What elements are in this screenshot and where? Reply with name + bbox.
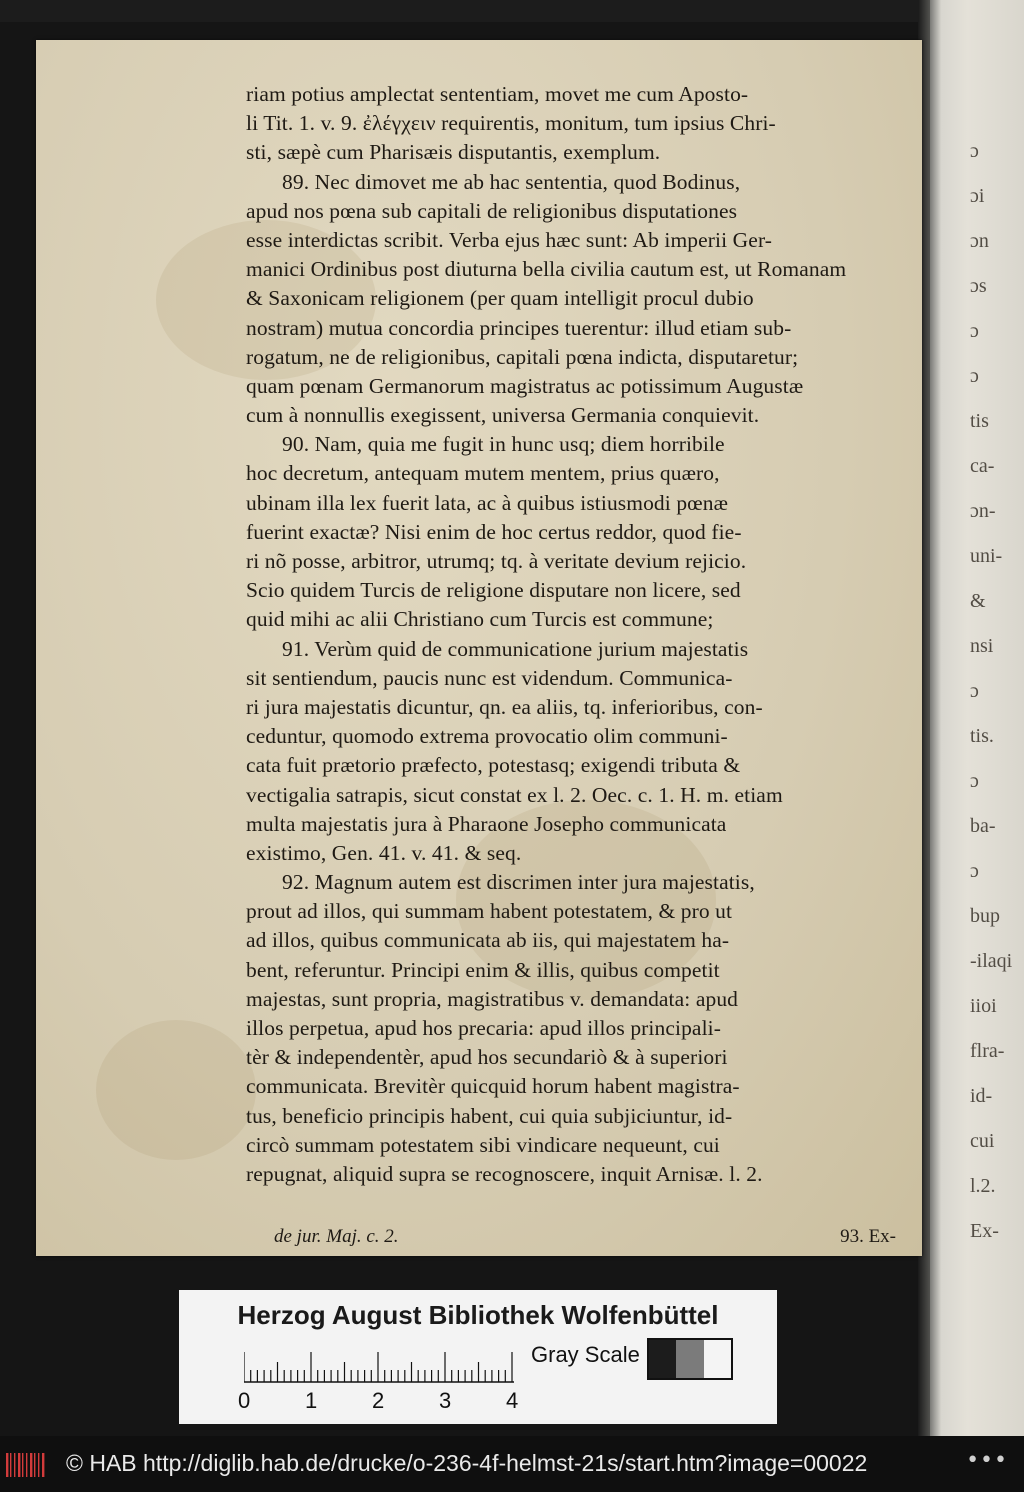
page-catchwords bbox=[246, 1226, 896, 1254]
text-line: vectigalia satrapis, sicut constat ex l. 2. Oec. c. 1. H. m. etiam bbox=[246, 782, 783, 807]
text-line: 91. Verùm quid de communicatione jurium majestatis bbox=[282, 636, 749, 661]
facing-page-fragment: bup bbox=[970, 905, 1000, 927]
ruler-scale bbox=[244, 1348, 564, 1384]
text-line: nostram) mutua concordia principes tuerentur: illud etiam sub- bbox=[246, 315, 792, 340]
facing-page-fragment: uni- bbox=[970, 545, 1003, 567]
text-line: bent, referuntur. Principi enim & illis, quibus competit bbox=[246, 957, 720, 982]
text-line: tèr & independentèr, apud hos secundariò & à superiori bbox=[246, 1045, 728, 1070]
facing-page-fragment: & bbox=[970, 590, 986, 612]
facing-page-fragment: iioi bbox=[970, 995, 997, 1017]
facing-page-fragment: Ex- bbox=[970, 1220, 999, 1242]
gray-swatch bbox=[676, 1340, 703, 1378]
text-line: ri jura majestatis dicuntur, qn. ea aliis, tq. inferioribus, con- bbox=[246, 694, 763, 719]
ruler-number: 0 bbox=[238, 1388, 251, 1413]
text-line: communicata. Brevitèr quicquid horum habent magistra- bbox=[246, 1074, 740, 1099]
page-stain bbox=[96, 1020, 256, 1160]
facing-page-fragment: cui bbox=[970, 1130, 995, 1152]
facing-page-fragment: tis. bbox=[970, 725, 994, 747]
text-line: quam pœnam Germanorum magistratus ac potissimum Augustæ bbox=[246, 373, 804, 398]
facing-page-fragment: ɔ bbox=[970, 140, 979, 162]
text-line: esse interdictas scribit. Verba ejus hæc sunt: Ab imperii Ger- bbox=[246, 227, 773, 252]
text-line: riam potius amplectat sententiam, movet me cum Aposto- bbox=[246, 82, 749, 106]
text-line: sti, sæpè cum Pharisæis disputantis, exemplum. bbox=[246, 140, 661, 165]
facing-page-fragment: ɔn- bbox=[970, 500, 996, 522]
facing-page-fragment: l.2. bbox=[970, 1175, 996, 1197]
text-line: rogatum, ne de religionibus, capitali pœna indicta, disputaretur; bbox=[246, 344, 799, 369]
more-menu-icon[interactable]: ••• bbox=[966, 1448, 1008, 1473]
text-line: Scio quidem Turcis de religione disputare non licere, sed bbox=[246, 578, 741, 603]
text-line: hoc decretum, antequam mutem mentem, prius quæro, bbox=[246, 461, 720, 486]
text-line: cata fuit prætorio præfecto, potestasq; exigendi tributa & bbox=[246, 753, 741, 778]
logo-bar bbox=[6, 1453, 8, 1477]
facing-page-fragment: ɔ bbox=[970, 770, 979, 792]
logo-bar bbox=[18, 1453, 20, 1477]
text-line: li Tit. 1. v. 9. ἐλέγχειν requirentis, monitum, tum ipsius Chri- bbox=[246, 111, 776, 136]
color-calibration-card bbox=[179, 1290, 777, 1424]
text-line: circò summam potestatem sibi vindicare nequeunt, cui bbox=[246, 1132, 720, 1157]
top-edge bbox=[0, 0, 1024, 22]
ruler-number: 2 bbox=[372, 1388, 385, 1413]
logo-bar bbox=[14, 1453, 15, 1477]
logo-bar bbox=[22, 1453, 23, 1477]
logo-bar bbox=[30, 1453, 32, 1477]
facing-page-fragment: ɔs bbox=[970, 275, 987, 297]
facing-page-fragment: -ilaqi bbox=[970, 950, 1013, 972]
ruler-numbers bbox=[234, 1388, 564, 1416]
text-line: existimo, Gen. 41. v. 41. & seq. bbox=[246, 840, 522, 865]
text-line: ubinam illa lex fuerit lata, ac à quibus istiusmodi pœnæ bbox=[246, 490, 729, 515]
text-line: sit sentiendum, paucis nunc est videndum. Communica- bbox=[246, 665, 733, 690]
facing-page-fragment: tis bbox=[970, 410, 989, 432]
text-line: majestas, sunt propria, magistratibus v. demandata: apud bbox=[246, 986, 739, 1011]
catch-left: de jur. Maj. c. 2. bbox=[274, 1226, 399, 1247]
facing-page-fragment: ca- bbox=[970, 455, 995, 477]
text-line: apud nos pœna sub capitali de religionibus disputationes bbox=[246, 198, 738, 223]
text-line: fuerint exactæ? Nisi enim de hoc certus reddor, quod fie- bbox=[246, 519, 742, 544]
ruler-number: 4 bbox=[506, 1388, 519, 1413]
logo-bar bbox=[10, 1453, 11, 1477]
gray-scale-label: Gray Scale bbox=[531, 1342, 640, 1367]
gray-scale-swatches bbox=[647, 1338, 733, 1380]
text-line: 89. Nec dimovet me ab hac sententia, quod Bodinus, bbox=[282, 169, 741, 194]
facing-page-fragment: ɔ bbox=[970, 680, 979, 702]
ruler-number: 3 bbox=[439, 1388, 452, 1413]
text-line: illos perpetua, apud hos precaria: apud illos principali- bbox=[246, 1016, 721, 1040]
gray-swatch bbox=[704, 1340, 731, 1378]
facing-page-fragment: ba- bbox=[970, 815, 996, 837]
text-line: & Saxonicam religionem (per quam intelligit procul dubio bbox=[246, 286, 754, 311]
page-body-text bbox=[246, 80, 896, 1189]
gray-swatch bbox=[649, 1340, 676, 1378]
logo-bar bbox=[42, 1453, 44, 1477]
text-line: manici Ordinibus post diuturna bella civilia cautum est, ut Romanam bbox=[246, 257, 847, 282]
text-line: tus, beneficio principis habent, cui quia subjiciuntur, id- bbox=[246, 1103, 733, 1128]
text-line: prout ad illos, qui summam habent potestatem, & pro ut bbox=[246, 899, 733, 924]
facing-page-fragment: ɔn bbox=[970, 230, 989, 252]
facing-page-fragment: ɔ bbox=[970, 320, 979, 342]
text-line: 90. Nam, quia me fugit in hunc usq; diem horribile bbox=[282, 432, 725, 457]
text-line: quid mihi ac alii Christiano cum Turcis est commune; bbox=[246, 607, 714, 632]
catchword-next-page: 93. Ex- bbox=[840, 1226, 896, 1247]
logo-bar bbox=[26, 1453, 27, 1477]
facing-page-fragment: ɔi bbox=[970, 185, 985, 207]
facing-page-fragment: flra- bbox=[970, 1040, 1005, 1062]
text-line: ri nõ posse, arbitror, utrumq; tq. à veritate devium rejicio. bbox=[246, 549, 747, 573]
ruler-number: 1 bbox=[305, 1388, 318, 1413]
facing-page bbox=[930, 0, 1024, 1436]
facing-page-fragment: nsi bbox=[970, 635, 994, 657]
facing-page-fragment: ɔ bbox=[970, 860, 979, 882]
card-title: Herzog August Bibliothek Wolfenbüttel bbox=[237, 1300, 719, 1330]
logo-bar bbox=[38, 1453, 39, 1477]
text-line: repugnat, aliquid supra se recognoscere, inquit Arnisæ. l. 2. bbox=[246, 1161, 763, 1186]
text-line: 92. Magnum autem est discrimen inter jura majestatis, bbox=[282, 870, 755, 895]
logo-bar bbox=[34, 1453, 35, 1477]
facing-page-fragment: ɔ bbox=[970, 365, 979, 387]
hab-logo-icon bbox=[6, 1451, 46, 1479]
text-line: cum à nonnullis exegissent, universa Germania conquievit. bbox=[246, 403, 760, 428]
text-line: ad illos, quibus communicata ab iis, qui majestatem ha- bbox=[246, 928, 730, 953]
facing-page-fragment: id- bbox=[970, 1085, 993, 1107]
text-line: ceduntur, quomodo extrema provocatio olim communi- bbox=[246, 724, 728, 749]
text-line: multa majestatis jura à Pharaone Josepho communicata bbox=[246, 811, 727, 836]
copyright-url[interactable]: © HAB http://diglib.hab.de/drucke/o-236-4f-helmst-21s/start.htm?image=00022 bbox=[66, 1450, 868, 1476]
